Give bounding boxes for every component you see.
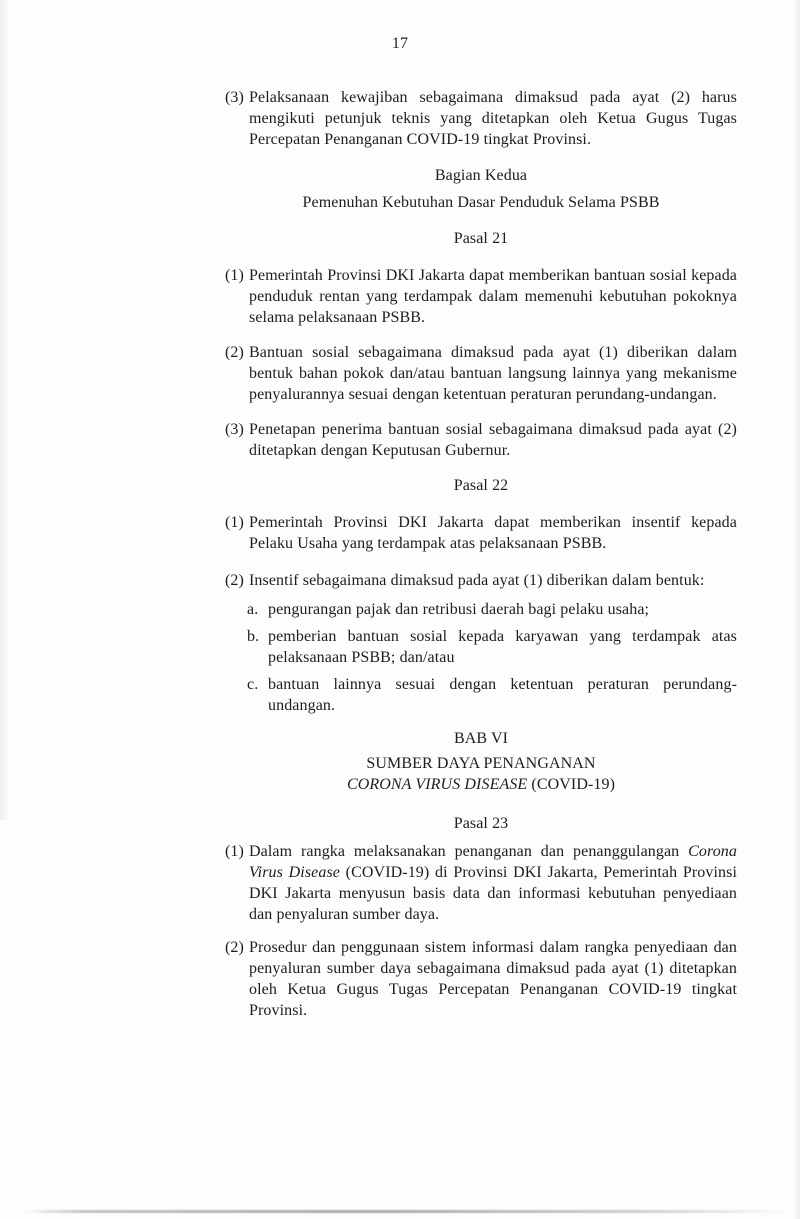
- page-content: [0, 87, 800, 1021]
- clause-text: [249, 841, 737, 925]
- article-heading-pasal-22: Pasal 22: [453, 477, 509, 494]
- clause-text: Pemerintah Provinsi DKI Jakarta dapat memberikan insentif kepada Pelaku Usaha yang terdampak atas pelaksanaan PSBB.: [249, 514, 737, 552]
- clause-number: (1): [225, 267, 244, 284]
- page-number: 17: [391, 35, 409, 52]
- sub-clause-letter: c.: [247, 676, 259, 693]
- clause-item: [225, 937, 737, 1021]
- clause-text-italic: Corona Virus Disease: [249, 843, 737, 881]
- clause-item: [225, 342, 737, 405]
- article-heading-pasal-23: Pasal 23: [453, 815, 509, 832]
- sub-clause-item: [247, 626, 737, 668]
- sub-clause-item: [247, 674, 737, 716]
- clause-number: (2): [225, 344, 244, 361]
- clause-text: Penetapan penerima bantuan sosial sebagaimana dimaksud pada ayat (2) ditetapkan dengan Keputusan Gubernur.: [249, 421, 737, 459]
- clause-item: [225, 512, 737, 554]
- clause-text-segment: (COVID-19) di Provinsi DKI Jakarta, Pemerintah Provinsi DKI Jakarta menyusun basis data dan informasi kebutuhan penyediaan dan penyaluran sumber daya.: [249, 864, 737, 923]
- clause-item: [225, 841, 737, 925]
- clause-item: [225, 570, 737, 591]
- chapter-title-suffix: (COVID-19): [527, 776, 616, 793]
- clause-item: [225, 87, 737, 150]
- clause-number: (1): [225, 843, 244, 860]
- clause-text: Bantuan sosial sebagaimana dimaksud pada ayat (1) diberikan dalam bentuk bahan pokok dan/atau bantuan langsung lainnya yang mekanisme penyalurannya sesuai dengan ketentuan peraturan perundang-undangan.: [249, 344, 737, 403]
- section-title: Bagian Kedua: [434, 167, 528, 184]
- sub-clause-item: [247, 599, 737, 620]
- chapter-title: [225, 753, 737, 795]
- clause-item: [225, 265, 737, 328]
- scan-artifact-line: [22, 1210, 792, 1213]
- chapter-title-italic: CORONA VIRUS DISEASE: [346, 776, 528, 793]
- clause-number: (2): [225, 572, 244, 589]
- sub-clause-letter: b.: [247, 628, 260, 645]
- sub-clause-text: pengurangan pajak dan retribusi daerah bagi pelaku usaha;: [268, 601, 650, 618]
- clause-text: Pemerintah Provinsi DKI Jakarta dapat memberikan bantuan sosial kepada penduduk rentan yang terdampak dalam memenuhi kebutuhan pokoknya selama pelaksanaan PSBB.: [249, 267, 737, 326]
- clause-number: (3): [225, 421, 244, 438]
- clause-number: (1): [225, 514, 244, 531]
- chapter-title-line1: SUMBER DAYA PENANGANAN: [366, 755, 596, 772]
- clause-text: Pelaksanaan kewajiban sebagaimana dimaksud pada ayat (2) harus mengikuti petunjuk teknis yang ditetapkan oleh Ketua Gugus Tugas Percepatan Penanganan COVID-19 tingkat Provinsi.: [249, 89, 737, 148]
- clause-number: (3): [225, 89, 244, 106]
- clause-text: Prosedur dan penggunaan sistem informasi dalam rangka penyediaan dan penyaluran sumber daya sebagaimana dimaksud pada ayat (1) ditetapkan oleh Ketua Gugus Tugas Percepatan Penanganan COVID-19 tingkat Provinsi.: [249, 939, 737, 1019]
- sub-clause-text: bantuan lainnya sesuai dengan ketentuan peraturan perundang-undangan.: [268, 676, 737, 714]
- sub-clause-letter: a.: [247, 601, 259, 618]
- clause-item: [225, 419, 737, 461]
- article-heading-pasal-21: Pasal 21: [453, 230, 509, 247]
- chapter-heading: BAB VI: [453, 730, 509, 747]
- section-subtitle: Pemenuhan Kebutuhan Dasar Penduduk Selama PSBB: [302, 194, 660, 211]
- chapter-title-line2: [225, 774, 737, 795]
- clause-text-segment: Dalam rangka melaksanakan penanganan dan penanggulangan: [249, 843, 689, 860]
- sub-clause-text: pemberian bantuan sosial kepada karyawan yang terdampak atas pelaksanaan PSBB; dan/atau: [268, 628, 737, 666]
- clause-text: Insentif sebagaimana dimaksud pada ayat (1) diberikan dalam bentuk:: [249, 572, 705, 589]
- clause-number: (2): [225, 939, 244, 956]
